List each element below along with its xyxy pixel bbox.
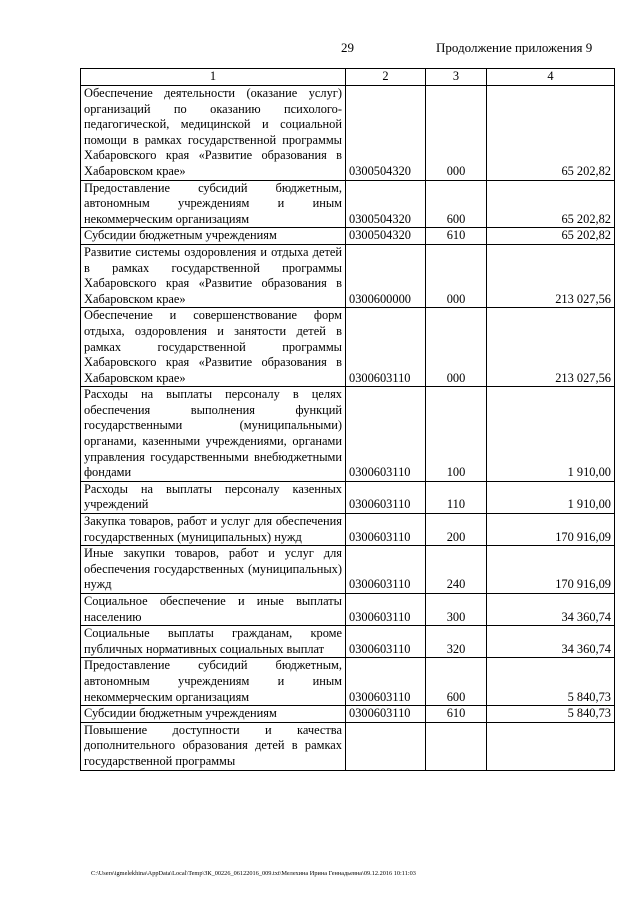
row-vr-cell: 000: [426, 86, 487, 181]
table-row: [81, 481, 615, 513]
row-sum-cell: 34 360,74: [487, 626, 615, 658]
row-name-cell: Закупка товаров, работ и услуг для обеспечения государственных (муниципальных) нужд: [81, 514, 346, 546]
row-sum-cell: 213 027,56: [487, 308, 615, 387]
table-row: [81, 228, 615, 245]
row-name-cell: Субсидии бюджетным учреждениям: [81, 706, 346, 723]
row-vr-cell: 200: [426, 514, 487, 546]
row-sum-cell: 65 202,82: [487, 228, 615, 245]
row-code-cell: 0300603110: [346, 626, 426, 658]
row-sum-cell: 65 202,82: [487, 86, 615, 181]
table-row: [81, 244, 615, 307]
row-sum-cell: 65 202,82: [487, 180, 615, 228]
row-sum-cell: 213 027,56: [487, 244, 615, 307]
row-name-cell: Расходы на выплаты персоналу в целях обеспечения выполнения функций государственными (муниципальными) органами, казенными учреждениями, органами управления государственными внебюджетными фондами: [81, 387, 346, 482]
table-row: [81, 86, 615, 181]
row-code-cell: 0300504320: [346, 228, 426, 245]
column-header-2: 2: [346, 69, 426, 86]
row-vr-cell: 610: [426, 228, 487, 245]
column-header-1: 1: [81, 69, 346, 86]
row-sum-cell: 170 916,09: [487, 514, 615, 546]
row-vr-cell: 600: [426, 180, 487, 228]
budget-table: [80, 68, 615, 771]
table-row: [81, 514, 615, 546]
row-name-cell: Субсидии бюджетным учреждениям: [81, 228, 346, 245]
row-code-cell: 0300600000: [346, 244, 426, 307]
row-code-cell: [346, 722, 426, 770]
column-header-4: 4: [487, 69, 615, 86]
row-name-cell: Социальное обеспечение и иные выплаты населению: [81, 594, 346, 626]
row-name-cell: Развитие системы оздоровления и отдыха детей в рамках государственной программы Хабаровского края «Развитие образования в Хабаровском крае»: [81, 244, 346, 307]
row-code-cell: 0300603110: [346, 706, 426, 723]
row-vr-cell: 100: [426, 387, 487, 482]
row-code-cell: 0300504320: [346, 180, 426, 228]
row-name-cell: Предоставление субсидий бюджетным, автономным учреждениям и иным некоммерческим организациям: [81, 658, 346, 706]
row-name-cell: Иные закупки товаров, работ и услуг для обеспечения государственных (муниципальных) нужд: [81, 546, 346, 594]
row-name-cell: Повышение доступности и качества дополнительного образования детей в рамках государственной программы: [81, 722, 346, 770]
row-name-cell: Расходы на выплаты персоналу казенных учреждений: [81, 481, 346, 513]
table-row: [81, 626, 615, 658]
row-vr-cell: 300: [426, 594, 487, 626]
table-row: [81, 308, 615, 387]
column-header-3: 3: [426, 69, 487, 86]
row-code-cell: 0300603110: [346, 514, 426, 546]
row-sum-cell: 1 910,00: [487, 481, 615, 513]
table-row: [81, 658, 615, 706]
table-row: [81, 180, 615, 228]
row-code-cell: 0300603110: [346, 481, 426, 513]
row-sum-cell: 5 840,73: [487, 658, 615, 706]
row-vr-cell: 110: [426, 481, 487, 513]
row-vr-cell: 610: [426, 706, 487, 723]
row-name-cell: Обеспечение и совершенствование форм отдыха, оздоровления и занятости детей в рамках государственной программы Хабаровского края «Развитие образования в Хабаровском крае»: [81, 308, 346, 387]
row-code-cell: 0300603110: [346, 658, 426, 706]
row-sum-cell: 5 840,73: [487, 706, 615, 723]
row-code-cell: 0300603110: [346, 308, 426, 387]
row-sum-cell: 1 910,00: [487, 387, 615, 482]
row-vr-cell: [426, 722, 487, 770]
row-code-cell: 0300504320: [346, 86, 426, 181]
table-row: [81, 594, 615, 626]
row-vr-cell: 000: [426, 308, 487, 387]
table-row: [81, 706, 615, 723]
row-vr-cell: 320: [426, 626, 487, 658]
table-row: [81, 387, 615, 482]
file-path-footer: C:\Users\igmelekhina\AppData\Local\Temp\ЗК_00226_06122016_009.txt\Мелехина Ирина Геннадьевна\09.12.2016 10:11:03: [91, 870, 416, 877]
row-code-cell: 0300603110: [346, 594, 426, 626]
row-sum-cell: 34 360,74: [487, 594, 615, 626]
column-numbers-row: [81, 69, 615, 86]
table-row: [81, 722, 615, 770]
row-name-cell: Обеспечение деятельности (оказание услуг) организаций по оказанию психолого-педагогической, медицинской и социальной помощи в рамках государственной программы Хабаровского края «Развитие образования в Хабаровском крае»: [81, 86, 346, 181]
row-sum-cell: [487, 722, 615, 770]
row-code-cell: 0300603110: [346, 387, 426, 482]
row-vr-cell: 240: [426, 546, 487, 594]
appendix-continuation-label: Продолжение приложения 9: [436, 40, 593, 55]
row-sum-cell: 170 916,09: [487, 546, 615, 594]
row-name-cell: Социальные выплаты гражданам, кроме публичных нормативных социальных выплат: [81, 626, 346, 658]
row-vr-cell: 000: [426, 244, 487, 307]
row-name-cell: Предоставление субсидий бюджетным, автономным учреждениям и иным некоммерческим организациям: [81, 180, 346, 228]
row-vr-cell: 600: [426, 658, 487, 706]
table-row: [81, 546, 615, 594]
page-number: 29: [341, 40, 354, 55]
row-code-cell: 0300603110: [346, 546, 426, 594]
